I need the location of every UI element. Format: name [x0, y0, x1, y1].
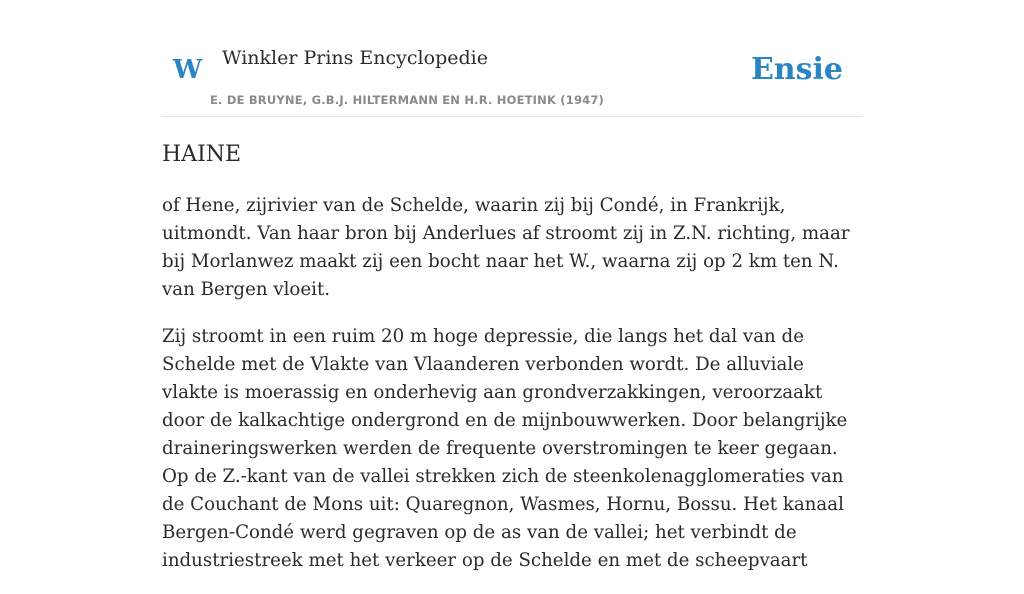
ensie-logo-link[interactable]: Ensie	[750, 52, 843, 87]
publication-authors: E. DE BRUYNE, G.B.J. HILTERMANN EN H.R. HOETINK (1947)	[210, 93, 605, 107]
article-paragraph: of Hene, zijrivier van de Schelde, waarin zij bij Condé, in Frankrijk, uitmondt. Van haar bron bij Anderlues af stroomt zij in Z.N. richting, maar bij Morlanwez maakt zij een bocht naar het W., waarna zij op 2 km ten N. van Bergen vloeit.	[162, 195, 850, 300]
article-title: HAINE	[162, 142, 242, 167]
article-paragraph: Zij stroomt in een ruim 20 m hoge depressie, die langs het dal van de Schelde met de Vlakte van Vlaanderen verbonden wordt. De alluviale vlakte is moerassig en onderhevig aan grondverzakkingen, veroorzaakt door de kalkachtige ondergrond en de mijnbouwwerken. Door belangrijke draineringswerken werden de frequente overstromingen te keer gegaan. Op de Z.-kant van de vallei strekken zich de steenkolenagglomeraties van de Couchant de Mons uit: Quaregnon, Wasmes, Hornu, Bossu. Het kanaal Bergen-Condé werd gegraven op de as van de vallei; het verbindt de industriestreek met het verkeer op de Schelde en met de scheepvaart	[162, 326, 848, 571]
publication-title[interactable]: Winkler Prins Encyclopedie	[222, 47, 488, 69]
winkler-prins-logo-icon[interactable]: W	[173, 55, 203, 85]
article-body	[162, 192, 862, 594]
site-header	[162, 0, 862, 117]
